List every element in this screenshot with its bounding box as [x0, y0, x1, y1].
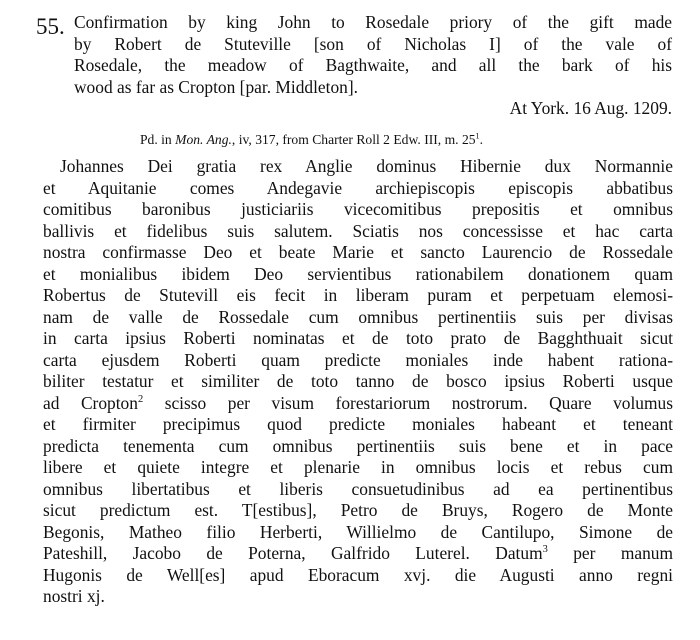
footnote-marker: 3: [542, 544, 548, 556]
charter-line: Begonis, Matheo filio Herberti, Willielmo de Cantilupo, Simone de: [43, 521, 673, 542]
source-title: Mon. Ang.: [175, 132, 232, 147]
charter-line: et monialibus ibidem Deo servientibus rationabilem donationem quam: [43, 263, 673, 284]
charter-text-run: Pateshill, Jacobo de Poterna, Galfrido Luterel. Datum: [43, 543, 543, 563]
charter-text-run: scisso per visum forestariorum nostrorum. Quare volumus: [143, 392, 673, 413]
charter-text-run: ad Cropton: [43, 392, 138, 413]
charter-line: [43, 393, 673, 415]
heading-line: Rosedale, the meadow of Bagthwaite, and all the bark of his: [74, 55, 672, 76]
footnote-marker: 1: [475, 131, 480, 141]
source-prefix: Pd. in: [140, 132, 176, 147]
entry-heading: [74, 12, 672, 120]
charter-line: nostri xj.: [43, 586, 105, 606]
charter-line: sicut predictum est. T[estibus], Petro de Bruys, Rogero de Monte: [43, 500, 673, 520]
source-suffix: , iv, 317, from Charter Roll 2 Edw. III, m. 25: [231, 132, 476, 147]
footnote-marker: 2: [137, 393, 144, 405]
charter-line: omnibus libertatibus et liberis consuetudinibus ad ea pertinentibus: [43, 478, 673, 499]
charter-line: et firmiter precipimus quod predicte moniales habeant et teneant: [43, 414, 673, 434]
charter-text: [43, 156, 673, 608]
charter-line: Johannes Dei gratia rex Anglie dominus Hibernie dux Normannie: [60, 156, 673, 176]
charter-line: predicta tenementa cum omnibus pertinentiis suis bene et in pace: [43, 435, 673, 456]
heading-line: wood as far as Cropton [par. Middleton].: [74, 76, 358, 97]
charter-line: libere et quiete integre et plenarie in omnibus locis et rebus cum: [43, 457, 673, 477]
source-citation: [140, 131, 680, 149]
charter-line: nostra confirmasse Deo et beate Marie et sancto Laurencio de Rossedale: [43, 242, 673, 262]
charter-line: Robertus de Stutevill eis fecit in liberam puram et perpetuam elemosi-: [43, 285, 673, 305]
entry-number: 55.: [36, 14, 65, 39]
source-end: .: [479, 132, 484, 147]
charter-line: nam de valle de Rossedale cum omnibus pertinentiis suis per divisas: [43, 306, 673, 327]
charter-text-run: per manum: [547, 543, 673, 563]
place-date: At York. 16 Aug. 1209.: [509, 98, 672, 119]
charter-line: carta ejusdem Roberti quam predicte moniales inde habent rationa-: [43, 349, 673, 370]
heading-line: by Robert de Stuteville [son of Nicholas I] of the vale of: [74, 33, 672, 54]
heading-line: Confirmation by king John to Rosedale priory of the gift made: [74, 12, 672, 32]
charter-line: biliter testatur et similiter de toto tanno de bosco ipsius Roberti usque: [43, 371, 673, 391]
charter-line: comitibus baronibus justiciariis vicecomitibus prepositis et omnibus: [43, 199, 673, 219]
charter-line: [43, 543, 673, 565]
charter-line: Hugonis de Well[es] apud Eboracum xvj. die Augusti anno regni: [43, 564, 673, 585]
charter-line: et Aquitanie comes Andegavie archiepiscopis episcopis abbatibus: [43, 177, 673, 198]
charter-line: ballivis et fidelibus suis salutem. Sciatis nos concessisse et hac carta: [43, 220, 673, 241]
charter-line: in carta ipsius Roberti nominatas et de toto prato de Bagghthuait sicut: [43, 328, 673, 348]
